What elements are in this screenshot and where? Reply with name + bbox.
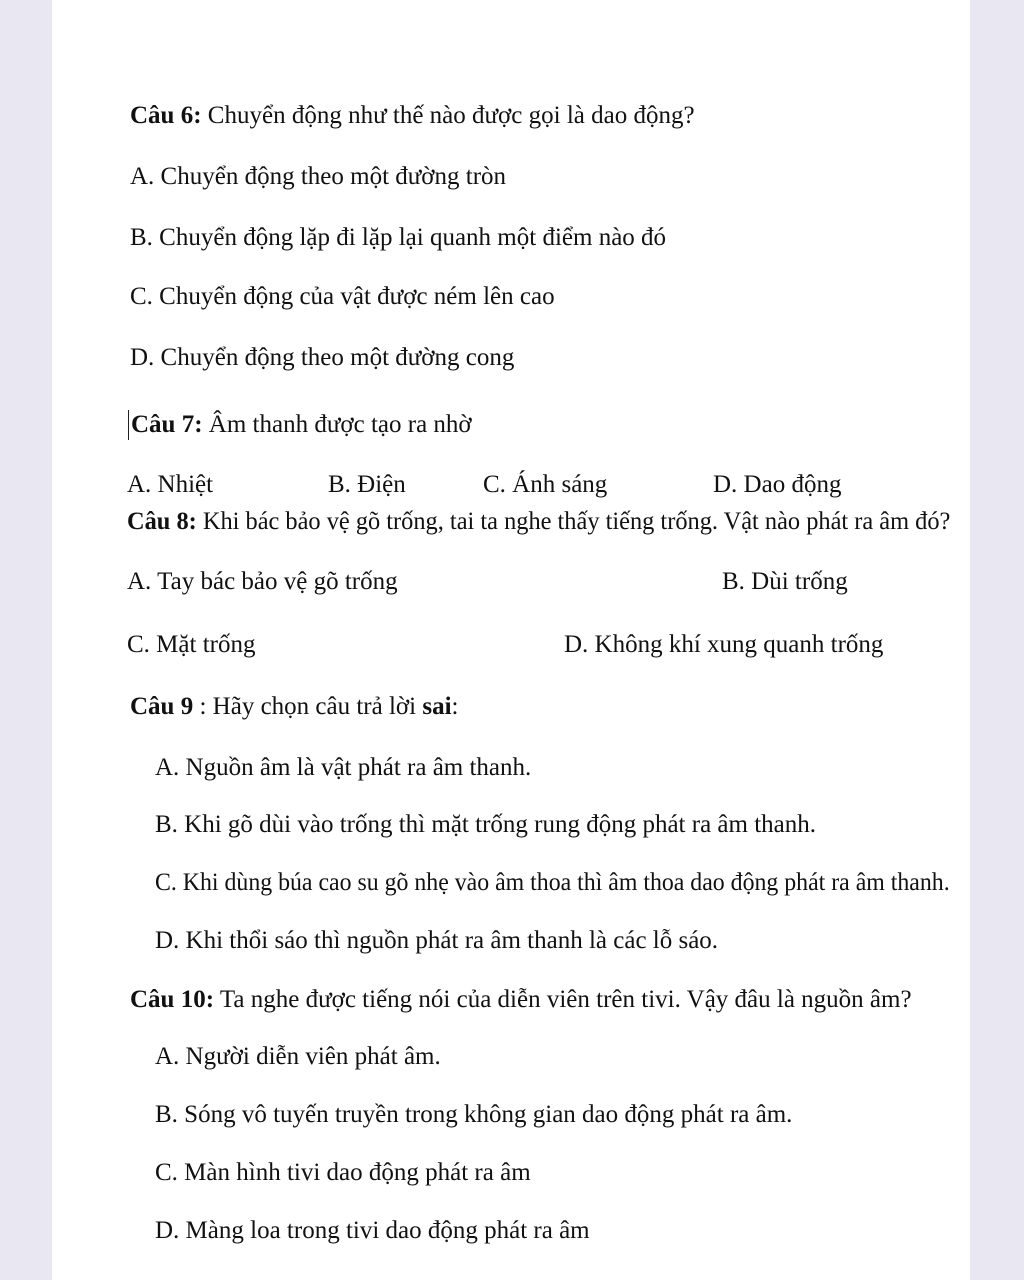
q7-option-b: B. Điện: [328, 471, 406, 498]
question-8: [127, 506, 950, 538]
q9-option-b: B. Khi gõ dùi vào trống thì mặt trống rung động phát ra âm thanh.: [155, 811, 817, 838]
q7-option-a: A. Nhiệt: [127, 471, 214, 498]
q8-option-a: A. Tay bác bảo vệ gõ trống: [127, 568, 398, 595]
question-emphasis: sai: [422, 693, 452, 720]
question-text: : Hãy chọn câu trả lời: [193, 693, 423, 720]
q10-option-c: C. Màn hình tivi dao động phát ra âm: [155, 1159, 531, 1186]
question-9: [130, 691, 458, 723]
q9-option-a: A. Nguồn âm là vật phát ra âm thanh.: [155, 754, 532, 781]
q6-option-a: A. Chuyển động theo một đường tròn: [130, 163, 507, 190]
question-text: Khi bác bảo vệ gõ trống, tai ta nghe thấy tiếng trống. Vật nào phát ra âm đó?: [196, 508, 951, 535]
q9-option-d: D. Khi thổi sáo thì nguồn phát ra âm thanh là các lỗ sáo.: [155, 927, 719, 954]
question-label: Câu 10:: [130, 986, 215, 1013]
question-text: Ta nghe được tiếng nói của diễn viên trên tivi. Vậy đâu là nguồn âm?: [214, 986, 912, 1013]
q8-option-b: B. Dùi trống: [722, 568, 848, 595]
question-suffix: :: [451, 693, 459, 720]
question-10: [130, 984, 912, 1016]
q7-option-d: D. Dao động: [713, 471, 842, 498]
question-label: Câu 6:: [130, 102, 202, 129]
q6-option-c: C. Chuyển động của vật được ném lên cao: [130, 283, 555, 310]
text-cursor: [128, 410, 129, 440]
question-label: Câu 7:: [131, 411, 203, 438]
q6-option-b: B. Chuyển động lặp đi lặp lại quanh một điểm nào đó: [130, 224, 667, 251]
question-7: [131, 409, 472, 441]
question-6: [130, 100, 695, 132]
q10-option-d: D. Màng loa trong tivi dao động phát ra âm: [155, 1217, 590, 1244]
q8-option-c: C. Mặt trống: [127, 631, 256, 658]
q9-option-c: C. Khi dùng búa cao su gõ nhẹ vào âm thoa thì âm thoa dao động phát ra âm thanh.: [155, 869, 950, 896]
q7-option-c: C. Ánh sáng: [483, 471, 608, 498]
question-text: Âm thanh được tạo ra nhờ: [202, 411, 472, 438]
q10-option-b: B. Sóng vô tuyến truyền trong không gian dao động phát ra âm.: [155, 1101, 793, 1128]
q10-option-a: A. Người diễn viên phát âm.: [155, 1043, 441, 1070]
question-text: Chuyển động như thế nào được gọi là dao động?: [201, 102, 695, 129]
question-label: Câu 9: [130, 693, 194, 720]
q8-option-d: D. Không khí xung quanh trống: [564, 631, 884, 658]
question-label: Câu 8:: [127, 508, 197, 535]
q6-option-d: D. Chuyển động theo một đường cong: [130, 344, 515, 371]
